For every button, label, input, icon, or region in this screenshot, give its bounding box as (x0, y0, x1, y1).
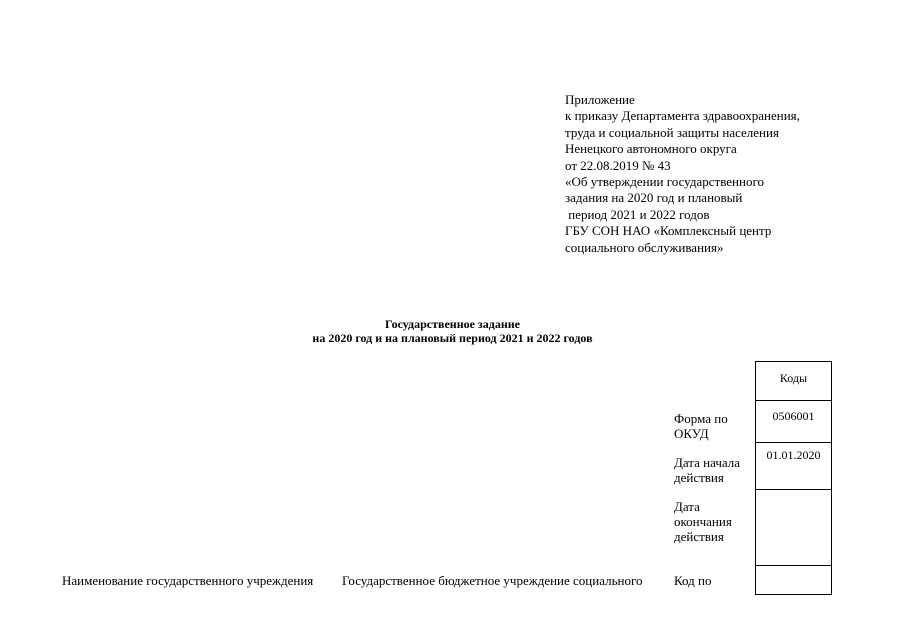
start-date-label-line: действия (674, 470, 724, 485)
okud-code-cell: 0506001 (756, 401, 832, 443)
end-date-label-line: Дата (674, 499, 700, 514)
end-date-cell (756, 490, 832, 566)
okud-label-line: ОКУД (674, 426, 709, 441)
appendix-line: период 2021 и 2022 годов (565, 206, 710, 222)
okud-label (674, 411, 754, 441)
appendix-line: социального обслуживания» (565, 239, 724, 255)
codes-header: Коды (756, 362, 832, 401)
start-date-cell: 01.01.2020 (756, 443, 832, 490)
appendix-line: ГБУ СОН НАО «Комплексный центр (565, 223, 772, 239)
appendix-line: «Об утверждении государственного (565, 174, 764, 190)
appendix-line: от 22.08.2019 № 43 (565, 157, 671, 173)
start-date-label (674, 455, 754, 485)
appendix-line: Приложение (565, 92, 635, 107)
document-title (250, 318, 655, 345)
okud-label-line: Форма по (674, 411, 728, 426)
institution-label: Наименование государственного учреждения (62, 573, 314, 588)
appendix-line: Ненецкого автономного округа (565, 141, 737, 157)
codes-table (755, 361, 832, 595)
end-date-label-line: действия (674, 529, 724, 544)
start-date-label-line: Дата начала (674, 455, 741, 470)
kod-cell (756, 566, 832, 595)
end-date-label-line: окончания (674, 514, 732, 529)
institution-value: Государственное бюджетное учреждение социального (342, 573, 643, 588)
appendix-line: задания на 2020 год и плановый (565, 190, 743, 206)
title-line-1: Государственное задание (385, 317, 520, 331)
appendix-line: труда и социальной защиты населения (565, 124, 779, 140)
kod-label: Код по (674, 573, 712, 588)
appendix-block (565, 92, 885, 256)
end-date-label (674, 499, 754, 544)
appendix-line: к приказу Департамента здравоохранения, (565, 108, 800, 124)
title-line-2: на 2020 год и на плановый период 2021 и 2022 годов (312, 330, 593, 345)
